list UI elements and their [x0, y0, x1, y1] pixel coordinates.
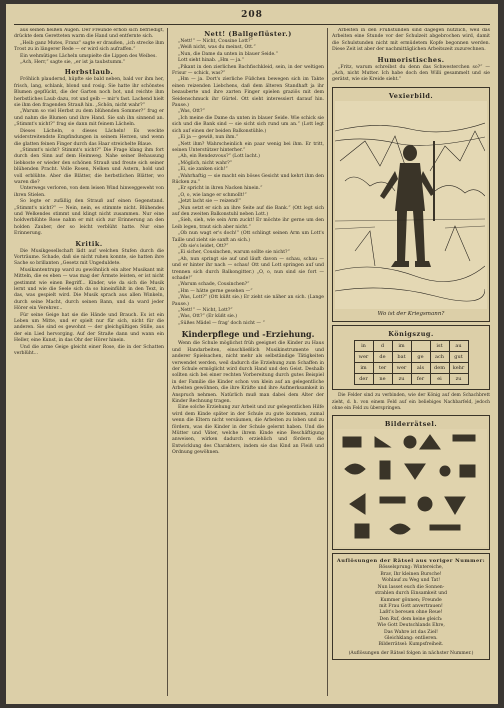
newspaper-page — [6, 4, 498, 704]
dialogue-line: „Ob nun wagt er's doch!“ (Ott schlingt seinen Arm um Lott's Taille und zieht sie sanft an sich.) — [172, 231, 324, 243]
illustration-title: Vexierbild. — [388, 91, 434, 100]
puzzle-title: Königszug. — [388, 330, 434, 339]
article-heading: Herbstlaub. — [64, 68, 114, 77]
paragraph: Eine solche Erziehung zur Arbeit und zur gelegentlichen Hilfe wird dem Kinde später in der Schule zu gute kommen, zumal wenn die Eltern nicht versäumen, die Arbeiten zu loben und zu fördern, was die Kinder in der Schule gelernt haben. Und die Mütter und Väter, welche ihrem Kinde eine Beschäftigung anweisen, wirken dadurch erziehlich und fördern die Entwicklung des Charakters, indem sie das Kind an Fleiß und Ordnung gewöhnen. — [172, 405, 324, 456]
dialogue-line: „Ei sicher, Cousinchen, warum sollte sie nicht?“ — [178, 250, 290, 256]
grid-cell: ter — [373, 363, 392, 374]
dialogue-line: „Er spricht in ihren Nacken hinein.“ — [178, 186, 263, 192]
grid-cell: zu — [449, 374, 468, 385]
puzzle-title: Bilderrätsel. — [384, 420, 438, 429]
grid-row — [354, 363, 468, 374]
paragraph: Musikantentrupp ward zu gewöhnlich ein alter Musikant mit Mitteln, die es eben — was mag der Ärmste leisten, er ist nicht gestimmt wie einen Begriff... Kinder, wie da sich die Musik lernt und wie die Seele sich da so hineinfühlt in den Text, in das, was gespielt wird. Die Musik sprach aus allen Winkeln, durch seine Macht, durch seinen Bann, und da ward jeder Hörer ein Verehrer... — [14, 267, 164, 312]
paragraph: „Stimmt's nicht? Stimmt's nicht?“ Die Frage klang ihm fort durch den Sinn auf dem Heimweg. Nahe seiner Behausung liebkoste er wieder den schönen Strauß und freute sich seiner blühenden Pracht. Volle Rosen, Nelken und Astern, hold und voll erblühte. Aber die Blätter, die herbstlichen Blätter, wo waren die? — [14, 147, 164, 185]
grid-cell: wer — [354, 352, 373, 363]
dialogue-line: „Nett!“ — Nicht, Cousine Lott?“ — [178, 39, 253, 44]
grid-cell: ist — [430, 341, 449, 352]
paragraph: „Warum so viel Herbst zu dem blühenden Sommer?“ frug er und nahm die Blumen und ihre Hand. Sie sah ihn sinnend an. „Stimmt's nicht?“ frug sie dann mit feinem Lächeln. — [14, 109, 164, 128]
koenigszug-box — [332, 325, 490, 390]
bilderraetsel-box — [332, 415, 490, 550]
dialogue-line: „Was, Ott?“ (Er küßt sie.) — [178, 314, 238, 320]
dialogue-line: „Jetzt lacht sie — reizend!“ — [178, 199, 242, 205]
column-divider — [167, 28, 168, 696]
grid-cell: kehr — [449, 363, 468, 374]
dialogue-block — [172, 39, 324, 327]
dialogue-line: „Hm — ja. Dort's zierliche Füßchen bewegen sich im Takte einen reizenden Liebchens, daß dem älteren Standhaft ja ihr bezauberte und ihre zarten Finger spielen graziös mit dem Seidenschmuck ihr Gürtel. Ott sieht interessiert darauf hin. Pause.) — [172, 77, 324, 109]
puzzle-illustration — [335, 101, 487, 309]
grid-cell: d — [373, 341, 392, 352]
dialogue-line: „Nett ihm? Wahrscheinlich ein paar wenig bei ihm. Er tritt, seinen Unterstützer hinterher.“ — [172, 141, 324, 153]
dialogue-line: „Was, Ott?“ — [178, 109, 205, 115]
dialogue-line: „Möglich, nicht wahr?“ — [178, 160, 233, 166]
grid-cell: fer — [411, 374, 430, 385]
paragraph: Arbeiten in den Frühstunden sind dagegen nützlich, weil das Arbeiten eine Stunde vor der Schulzeit abgebrochen wird, damit die Schulstunden nicht mit ermüdetem Kopfe begonnen werden. Diese Zeit ist aber der nachmittäglichen Arbeitszeit zuzurechnen. — [332, 28, 490, 53]
grid-cell: wer — [392, 363, 411, 374]
dialogue-line: „Nun, die Dame da unten in blauer Seide.“ — [178, 51, 278, 57]
dialogue-line: „Süßes Mädel — frag' doch nicht — “ — [178, 320, 265, 326]
solution-line: Laßt's bereuen ohne Reue! — [379, 610, 443, 616]
dialogue-line: „O, o, wie lange er schmollt!“ — [178, 192, 247, 198]
dialogue-line: „Weiß nicht, was du meinst, Ott.“ — [178, 45, 256, 51]
grid-cell: in — [354, 341, 373, 352]
dialogue-line: „Ah, ein Rendezvous?“ (Lott lacht.) — [178, 154, 260, 160]
footnote: (Auflösungen der Rätsel folgen in nächster Nummer.) — [348, 650, 474, 656]
solution-line: Wohlauf zu Weg und Tat! — [381, 578, 441, 584]
page-number: 208 — [241, 10, 263, 20]
grid-cell: dem — [430, 363, 449, 374]
paragraph: So legte er zufällig den Strauß auf einen Gegenstand. „Stimmt's nicht?“ — Nein, nein, es stimmte nicht. Blühendes und Welkendes stimmt und klingt nicht zusammen. Nur eine holdverblühte Rose nahm er mit sich zur Erinnerung an den holden Zauber, der so leicht verblüht hatte. Nur eine Erinnerung. — [14, 199, 164, 237]
dialogue-line: „Sieh, sieh, wie sein Arm zuckt! Er möchte ihr gerne um den Leib legen, traut sich aber nicht.“ — [172, 218, 324, 230]
grid-cell: bat — [392, 352, 411, 363]
article-heading: Kritik. — [75, 239, 103, 248]
grid-cell: gut — [449, 352, 468, 363]
paragraph: Die Felder sind zu verbinden, wie der König auf dem Schachbrett zieht, d. h. von einem Feld auf ein beliebiges Nachbarfeld, jedoch ohne ein Feld zu überspringen. — [332, 393, 490, 412]
solution-line: Brav, Ihr kleinen Bursche! — [380, 571, 442, 577]
solution-line: Bilderrätsel: Kumpsfreiheit. — [378, 642, 444, 648]
vexierbild-box — [332, 87, 490, 322]
grid-cell: zu — [392, 374, 411, 385]
solution-line: Rösselsprung: Wintereiche, — [378, 565, 444, 571]
grid-row — [354, 374, 468, 385]
engraving-image — [335, 101, 485, 309]
paragraph: Wenn die Schule möglichst früh geeignet die Kinder zu Haus und Handarbeiten, einschließlich Musikinstrumente und anderer Spielsachen, nicht mehr als selbständige Tätigkeiten verwendet werden, weil dadurch die Erziehung zum Schaffen in der Schule ermöglicht wird durch Hand und den Geist. Deshalb sollten sich bei einer rechten Vorbereitung durch gutes Beispiel in der Familie die Kinder schon von klein auf an gelegentliche Arbeiten gewöhnen, die ihre Kräfte und ihre Aufmerksamkeit in Anspruch nehmen. Natürlich muß man dabei dem Alter der Kinder Rechnung tragen. — [172, 341, 324, 404]
dialogue-line: Lott sieht hinab. „Hm — ja.“ — [178, 58, 244, 64]
grid-cell: ge — [411, 352, 430, 363]
grid-cell: au — [449, 341, 468, 352]
dialogue-line: „Wahrhaftig — sie macht ein böses Gesicht und kehrt ihm den Rücken zu.“ — [172, 173, 324, 185]
grid-cell: der — [354, 374, 373, 385]
article-heading: Nett! (Ballgeflüster.) — [204, 30, 292, 38]
header-rule — [14, 24, 490, 25]
dialogue-line: „Ei, sie zanken sich!“ — [178, 167, 228, 173]
grid-cell: als — [411, 363, 430, 374]
grid-cell: im — [354, 363, 373, 374]
dialogue-line: „Was, Lott?“ (Ott küßt sie.) Er zieht sie näher an sich. (Lange Pause.) — [172, 295, 324, 307]
paragraph: „Heib ganz Mutes, Franz“ sagte er draußen, „ich strecke ihm Trost zu in längerer Rede — er wird sich aufraffen.“ — [14, 40, 164, 53]
koenigszug-grid — [354, 340, 469, 385]
dialogue-line: „Ich meine die Dame da unten in blauer Seide. Wie schick sie sich und die Bank sind — sie sicht sich rund um an.“ (Lott legt sich auf einen der beiden Balkonstühle.) — [172, 115, 324, 134]
grid-cell: de — [373, 352, 392, 363]
grid-cell: ne — [373, 374, 392, 385]
dialogue-line: „Pikant in den zierlichen Bachfischkleid, sein, in der weltigen Frisur — schick, was?“ — [172, 64, 324, 77]
dialogue-line: „Warum schade, Cousinchen?“ — [178, 282, 250, 288]
solution-line: Den Ruf, dem keine gleich: — [379, 616, 443, 622]
dialogue-line: „Ei ja — gewiß, nun ihm.“ — [178, 135, 239, 141]
paragraph: Dieses Lächeln, o dieses Lächeln! Es weckte widerstreitendste Empfindungen in seinem Herzen, und wenn die glatten feinen Finger durch das Haar streichelte Blaue. — [14, 128, 164, 147]
grid-cell: im — [392, 341, 411, 352]
solution-line: Kummer gönnen; Freunde — [380, 597, 442, 603]
rebus-illustration — [335, 429, 487, 547]
dialogue-line: „Ob sie's leidet, Ott?“ — [178, 244, 229, 249]
paragraph: Die Musikgesellschaft lädt auf welchen Stufen durch die Vorträume. Schade, daß sie nicht ruhen konnte, sie hatten ihre Sache so brillanten „Gesetz mit Ungeduldete. — [14, 248, 164, 267]
dialogue-line: „Nun setzt er sich an ihre Seite auf die Bank.“ (Ott legt sich auf den zweiten Balkonstuhl neben Lott.) — [172, 205, 324, 217]
grid-cell — [411, 341, 430, 352]
dialogue-line: „Ah, nun springt sie auf und läuft davon — schau, schau — und er hinter ihr nach — schau! Ott und Lott springen auf und trennen sich durch Balkongitter.) „O, o, nun sind sie fort — schade!“ — [172, 256, 324, 282]
dialogue-line: „Nett!“ — Nicht, Lott?“ — [178, 308, 233, 314]
illustration-caption: Wo ist der Kriegsmann? — [377, 310, 445, 317]
column-middle — [172, 28, 324, 696]
column-left — [14, 28, 164, 696]
column-right — [332, 28, 490, 696]
grid-cell: ei — [430, 374, 449, 385]
solution-line: Gleichklang: entlieren. — [384, 635, 438, 641]
paragraph: aus seinen heißen Augen. Der Freunde erhob sich befriedigt, drückte dem Geretteten warm die Hand und entfernte sich. — [14, 28, 164, 40]
solution-line: strahlen durch Einsamkeit und — [374, 591, 448, 597]
solutions-box — [332, 553, 490, 660]
solution-line: Nun lasset euch die Sonnen- — [377, 584, 445, 590]
grid-cell: ach — [430, 352, 449, 363]
paragraph: „Ach, Herr,“ sagte sie, „er ist ja taubstumm.“ — [20, 60, 126, 66]
paragraph: Fröhlich plaudernd, hüpfte sie bald neben, bald vor ihm her, frisch, lang, schlank, blond und rosig. Sie hatte ihr schönstes Blumen gepflückt, die der Garten noch bot, und reichte ihm herbstliches Laub dazu, rot und gelb — mir's fast. Lachend hielt sie ihm den fragenden Strauß hin. „Schön, nicht wahr?“ — [14, 77, 164, 109]
paragraph: „Fritz, warum schreibst du denn das Schwesterchen so?“ — „Ach, nicht Mutter. Ich habe doch den Willi gesammelt und sie gerätst, wie sie Kreide sieht.“ — [332, 64, 490, 83]
section-heading: Kinderpflege und -Erziehung. — [181, 329, 315, 340]
solutions-list — [335, 565, 487, 648]
solution-line: Wie Gott Deutschlands Ehre, — [377, 623, 445, 629]
rebus-image — [335, 429, 487, 547]
solution-line: mit Frau Gott anvertrauen! — [379, 603, 443, 609]
grid-row — [354, 341, 468, 352]
paragraph: Für seine Geige hat sie die Hände und Brauch. Es ist ein Leben um Mitte, und er spielt nur für sich, nicht für die anderen. Sie sind es gewohnt — der gleichgültigen Stille, aus der ein Lied hervorging. Auf der Straße dann und wann ein Heller, eine Kunst, in das Ohr der Hörer hinein. — [14, 312, 164, 344]
grid-row — [354, 352, 468, 363]
solutions-title: Auflösungen der Rätsel aus voriger Nummer: — [336, 558, 486, 565]
paragraph: Und die arme Geige gleicht einer Rose, die in der Schatten verblüht... — [14, 344, 164, 357]
dialogue-line: „Hm — hätte gerne gesehen —“ — [178, 288, 253, 294]
article-heading: Humoristisches. — [377, 55, 445, 64]
paragraph: Unterwegs verloren, von dem leisen Wind hinweggeweht von ihren Stielen. — [14, 186, 164, 198]
column-divider — [327, 28, 328, 696]
paragraph: Ein wehmütiges Lächeln umspielte die Lippen des Weibes. — [20, 53, 157, 59]
solution-line: Das Wahre ist das Ziel! — [384, 629, 438, 635]
